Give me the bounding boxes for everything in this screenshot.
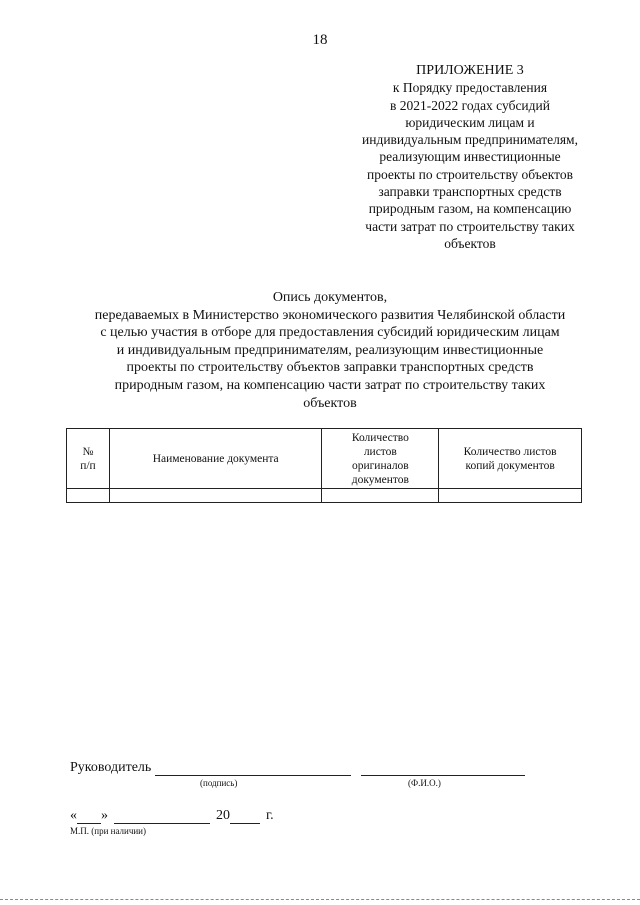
fio-hint: (Ф.И.О.) [408,778,441,788]
inventory-line: природным газом, на компенсацию части затрат по строительству таких [114,377,546,393]
header-copies-line: Количество листов [463,445,557,458]
appendix-line: индивидуальным предпринимателям, [362,132,578,148]
table-header-row [67,429,582,489]
header-originals-line: документов [351,473,409,486]
inventory-line: Опись документов, [272,290,388,305]
appendix-line: части затрат по строительству таких [365,218,575,234]
appendix-line: в 2021-2022 годах субсидий [390,97,550,113]
table-cell [67,489,110,503]
header-number [67,429,110,489]
documents-table [66,428,582,503]
head-label: Руководитель [70,760,152,775]
fio-blank [361,761,525,776]
appendix-line: природным газом, на компенсацию [368,201,572,217]
header-original-sheets [322,429,439,489]
header-originals-line: Количество [351,431,409,444]
year-prefix: 20 [216,808,230,823]
appendix-line: юридическим лицам и [405,114,535,130]
page-bottom-divider [0,899,640,900]
signature-line [70,760,590,776]
day-blank [77,809,101,824]
inventory-line: с целью участия в отборе для предоставления субсидий юридическим лицам [100,325,560,341]
header-number-line: п/п [80,459,96,472]
inventory-title [40,289,620,412]
close-quote: » [101,808,108,823]
inventory-line: объектов [303,395,357,411]
signature-blank [155,761,351,776]
appendix-line: заправки транспортных средств [378,184,562,200]
table-cell [439,489,582,503]
page-number: 18 [312,32,328,48]
table-cell [322,489,439,503]
stamp-note: М.П. (при наличии) [70,826,146,836]
appendix-line: к Порядку предоставления [392,80,548,96]
signature-block [70,760,590,790]
year-blank [230,809,260,824]
header-originals-line: оригиналов [351,459,409,472]
header-number-line: № [82,445,94,458]
month-blank [114,809,210,824]
appendix-line: объектов [444,235,496,251]
appendix-line: проекты по строительству объектов [367,166,573,182]
header-copies-line: копий документов [465,459,555,472]
table-cell [109,489,322,503]
date-line [70,808,274,824]
inventory-line: и индивидуальным предпринимателям, реализующим инвестиционные [116,342,544,358]
year-suffix: г. [266,808,274,823]
appendix-title: ПРИЛОЖЕНИЕ 3 [416,63,524,78]
table-row [67,489,582,503]
header-copy-sheets [439,429,582,489]
inventory-line: проекты по строительству объектов заправки транспортных средств [126,360,534,376]
header-document-name: Наименование документа [109,429,322,489]
header-originals-line: листов [363,445,397,458]
appendix-header [320,62,620,252]
signature-hints [70,776,590,790]
signature-hint: (подпись) [200,778,238,788]
open-quote: « [70,808,77,823]
appendix-line: реализующим инвестиционные [379,149,561,165]
inventory-line: передаваемых в Министерство экономического развития Челябинской области [94,307,566,323]
